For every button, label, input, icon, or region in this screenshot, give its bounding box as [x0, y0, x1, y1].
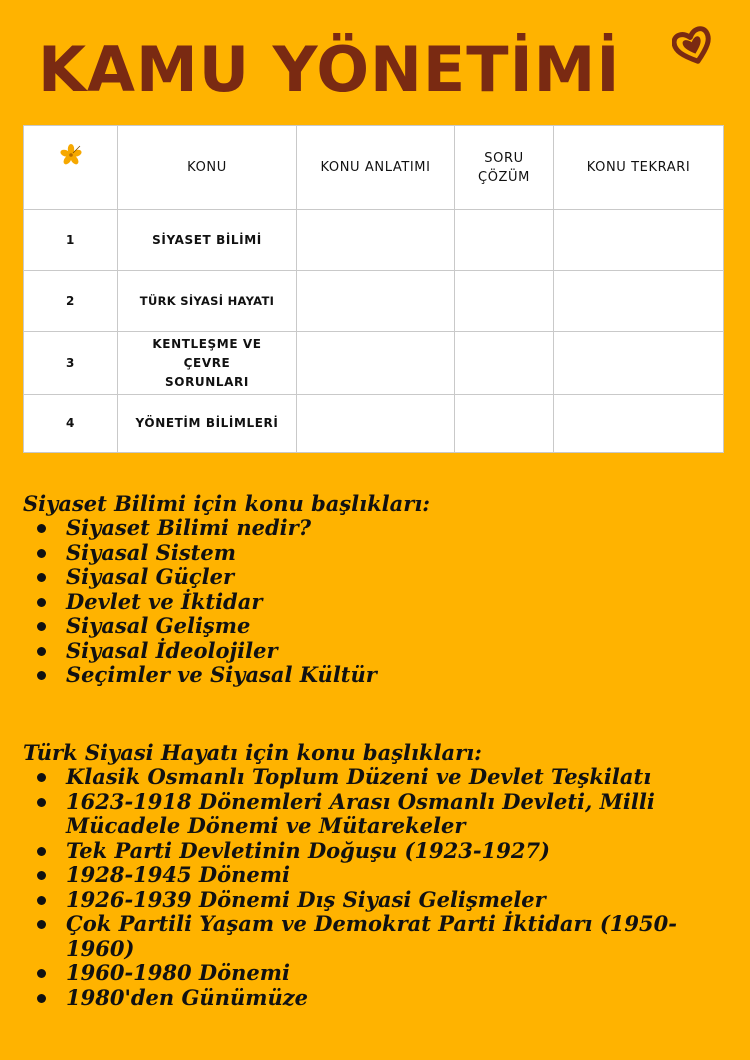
cell-soru-cozum[interactable]: [455, 332, 554, 395]
topic-list: [23, 516, 723, 688]
siyaset-bilimi-section: [23, 491, 723, 688]
list-item: Tek Parti Devletinin Doğuşu (1923-1927): [23, 839, 683, 864]
section-heading: Türk Siyasi Hayatı için konu başlıkları:: [23, 740, 482, 765]
list-item: Klasik Osmanlı Toplum Düzeni ve Devlet Teşkilatı: [23, 765, 683, 790]
cell-soru-cozum[interactable]: [455, 271, 554, 332]
list-item: 1980'den Günümüze: [23, 986, 683, 1011]
table-row: [24, 271, 724, 332]
header-star-cell: [24, 126, 118, 210]
header-soru-cozum: SORU ÇÖZÜM: [455, 126, 554, 210]
cell-konu-anlatimi[interactable]: [297, 395, 455, 453]
cell-konu-anlatimi[interactable]: [297, 271, 455, 332]
list-item: Siyasal Sistem: [23, 541, 723, 566]
list-item: Çok Partili Yaşam ve Demokrat Parti İktidarı (1950-1960): [23, 912, 683, 961]
row-konu: TÜRK SİYASİ HAYATI: [118, 271, 297, 332]
row-konu: KENTLEŞME VE ÇEVRE SORUNLARI: [118, 332, 297, 395]
list-item: Seçimler ve Siyasal Kültür: [23, 663, 723, 688]
list-item: 1928-1945 Dönemi: [23, 863, 683, 888]
cell-konu-tekrari[interactable]: [554, 332, 724, 395]
list-item: 1926-1939 Dönemi Dış Siyasi Gelişmeler: [23, 888, 683, 913]
heart-icon: [672, 26, 714, 66]
study-plan-table: [23, 125, 724, 453]
page-title: KAMU YÖNETİMİ: [38, 33, 621, 106]
row-number: 2: [24, 271, 118, 332]
list-item: Siyasal Güçler: [23, 565, 723, 590]
cell-konu-anlatimi[interactable]: [297, 332, 455, 395]
row-konu: SİYASET BİLİMİ: [118, 210, 297, 271]
table-header-row: [24, 126, 724, 210]
turk-siyasi-hayati-section: [23, 740, 683, 1010]
list-item: Siyaset Bilimi nedir?: [23, 516, 723, 541]
row-number: 1: [24, 210, 118, 271]
row-number: 3: [24, 332, 118, 395]
row-konu: YÖNETİM BİLİMLERİ: [118, 395, 297, 453]
section-heading: Siyaset Bilimi için konu başlıkları:: [23, 491, 431, 516]
cell-soru-cozum[interactable]: [455, 210, 554, 271]
header-konu-tekrari: KONU TEKRARI: [554, 126, 724, 210]
table-row: [24, 210, 724, 271]
cell-konu-anlatimi[interactable]: [297, 210, 455, 271]
cell-konu-tekrari[interactable]: [554, 271, 724, 332]
list-item: 1960-1980 Dönemi: [23, 961, 683, 986]
table-row: [24, 332, 724, 395]
cell-konu-tekrari[interactable]: [554, 395, 724, 453]
table-row: [24, 395, 724, 453]
list-item: 1623-1918 Dönemleri Arası Osmanlı Devleti, Milli Mücadele Dönemi ve Mütarekeler: [23, 790, 683, 839]
cell-konu-tekrari[interactable]: [554, 210, 724, 271]
header-konu: KONU: [118, 126, 297, 210]
list-item: Siyasal Gelişme: [23, 614, 723, 639]
list-item: Siyasal İdeolojiler: [23, 639, 723, 664]
row-number: 4: [24, 395, 118, 453]
list-item: Devlet ve İktidar: [23, 590, 723, 615]
topic-list: [23, 765, 683, 1010]
star-flower-icon: [58, 144, 84, 166]
header-konu-anlatimi: KONU ANLATIMI: [297, 126, 455, 210]
cell-soru-cozum[interactable]: [455, 395, 554, 453]
